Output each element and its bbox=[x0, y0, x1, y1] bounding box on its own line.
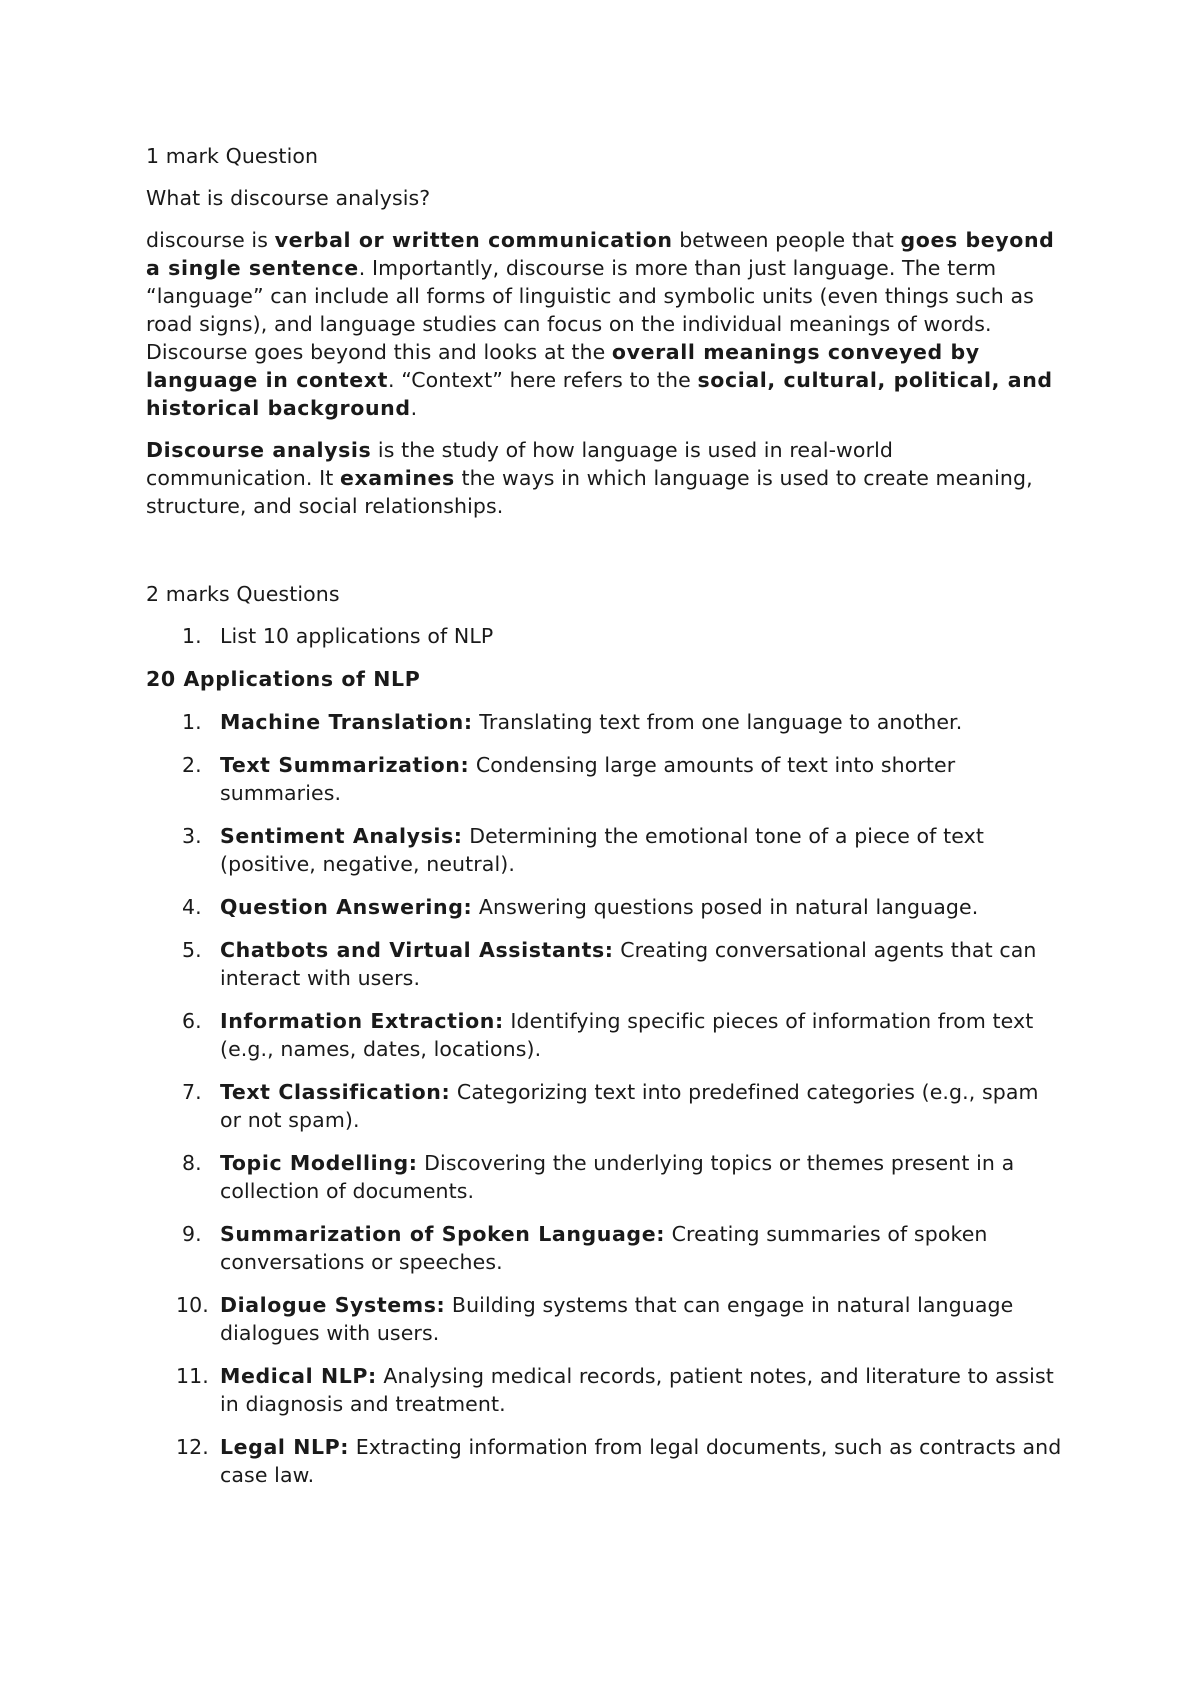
application-description: Identifying specific pieces of information from text (e.g., names, dates, locations). bbox=[220, 1009, 1034, 1061]
list-item bbox=[146, 1433, 1066, 1489]
list-number: 9. bbox=[182, 1222, 202, 1246]
list-number: 1. bbox=[182, 624, 202, 648]
list-item bbox=[146, 1291, 1066, 1347]
application-description: Creating summaries of spoken conversations or speeches. bbox=[220, 1222, 988, 1274]
question-list-item bbox=[146, 622, 1066, 650]
list-item bbox=[146, 936, 1066, 992]
question-text: List 10 applications of NLP bbox=[220, 624, 494, 648]
bold-run: social, cultural, political, and historical background bbox=[146, 368, 1053, 420]
list-item bbox=[146, 1362, 1066, 1418]
spacer bbox=[146, 534, 1066, 580]
list-item bbox=[146, 708, 1066, 736]
application-description: Creating conversational agents that can interact with users. bbox=[220, 938, 1037, 990]
application-description: Analysing medical records, patient notes, and literature to assist in diagnosis and treatment. bbox=[220, 1364, 1054, 1416]
document-page bbox=[146, 142, 1066, 1504]
text-run: between people that bbox=[672, 228, 901, 252]
bold-run: verbal or written communication bbox=[274, 228, 673, 252]
application-description: Extracting information from legal documents, such as contracts and case law. bbox=[220, 1435, 1062, 1487]
text-run: . Importantly, discourse is more than just language. The term “language” can include all forms of linguistic and symbolic units (even things such as road signs), and language studies can focus on the individual meanings of words. Discourse goes beyond this and looks at the bbox=[146, 256, 1034, 364]
list-item bbox=[146, 1220, 1066, 1276]
application-term: Dialogue Systems: bbox=[220, 1293, 446, 1317]
text-run: . bbox=[410, 396, 418, 420]
applications-list bbox=[146, 708, 1066, 1489]
list-number: 2. bbox=[182, 753, 202, 777]
list-item bbox=[146, 893, 1066, 921]
bold-run: examines bbox=[339, 466, 455, 490]
list-item bbox=[146, 751, 1066, 807]
list-item bbox=[146, 1007, 1066, 1063]
text-run: is the study of how language is used in real-world communication. It bbox=[146, 438, 894, 490]
application-term: Summarization of Spoken Language: bbox=[220, 1222, 666, 1246]
application-description: Categorizing text into predefined categories (e.g., spam or not spam). bbox=[220, 1080, 1039, 1132]
list-item bbox=[146, 822, 1066, 878]
text-run: . “Context” here refers to the bbox=[388, 368, 698, 392]
list-number: 10. bbox=[176, 1293, 209, 1317]
application-term: Medical NLP: bbox=[220, 1364, 377, 1388]
list-number: 3. bbox=[182, 824, 202, 848]
application-term: Question Answering: bbox=[220, 895, 473, 919]
application-description: Answering questions posed in natural language. bbox=[472, 895, 979, 919]
list-number: 7. bbox=[182, 1080, 202, 1104]
application-description: Condensing large amounts of text into shorter summaries. bbox=[220, 753, 956, 805]
application-term: Legal NLP: bbox=[220, 1435, 350, 1459]
application-term: Text Classification: bbox=[220, 1080, 451, 1104]
application-description: Determining the emotional tone of a piece of text (positive, negative, neutral). bbox=[220, 824, 984, 876]
list-number: 8. bbox=[182, 1151, 202, 1175]
bold-run: overall meanings conveyed by language in context bbox=[146, 340, 980, 392]
list-number: 1. bbox=[182, 710, 202, 734]
application-term: Machine Translation: bbox=[220, 710, 473, 734]
list-item bbox=[146, 1078, 1066, 1134]
application-description: Translating text from one language to another. bbox=[472, 710, 963, 734]
application-description: Building systems that can engage in natural language dialogues with users. bbox=[220, 1293, 1014, 1345]
list-number: 11. bbox=[176, 1364, 209, 1388]
list-number: 6. bbox=[182, 1009, 202, 1033]
list-number: 5. bbox=[182, 938, 202, 962]
section-heading-2-marks: 2 marks Questions bbox=[146, 582, 340, 606]
answer-paragraph-discourse-analysis bbox=[146, 436, 1066, 520]
text-run: the ways in which language is used to create meaning, structure, and social relationships. bbox=[146, 466, 1033, 518]
application-description: Discovering the underlying topics or themes present in a collection of documents. bbox=[220, 1151, 1015, 1203]
text-run: discourse is bbox=[146, 228, 275, 252]
application-term: Text Summarization: bbox=[220, 753, 470, 777]
question-discourse-analysis: What is discourse analysis? bbox=[146, 186, 431, 210]
application-term: Sentiment Analysis: bbox=[220, 824, 463, 848]
list-item bbox=[146, 1149, 1066, 1205]
application-term: Information Extraction: bbox=[220, 1009, 504, 1033]
answer-paragraph-discourse bbox=[146, 226, 1066, 422]
bold-run: goes beyond a single sentence bbox=[146, 228, 1055, 280]
list-number: 4. bbox=[182, 895, 202, 919]
application-term: Topic Modelling: bbox=[220, 1151, 418, 1175]
list-number: 12. bbox=[176, 1435, 209, 1459]
application-term: Chatbots and Virtual Assistants: bbox=[220, 938, 614, 962]
bold-run: Discourse analysis bbox=[146, 438, 372, 462]
section-heading-1-mark: 1 mark Question bbox=[146, 144, 319, 168]
applications-title: 20 Applications of NLP bbox=[146, 667, 421, 691]
